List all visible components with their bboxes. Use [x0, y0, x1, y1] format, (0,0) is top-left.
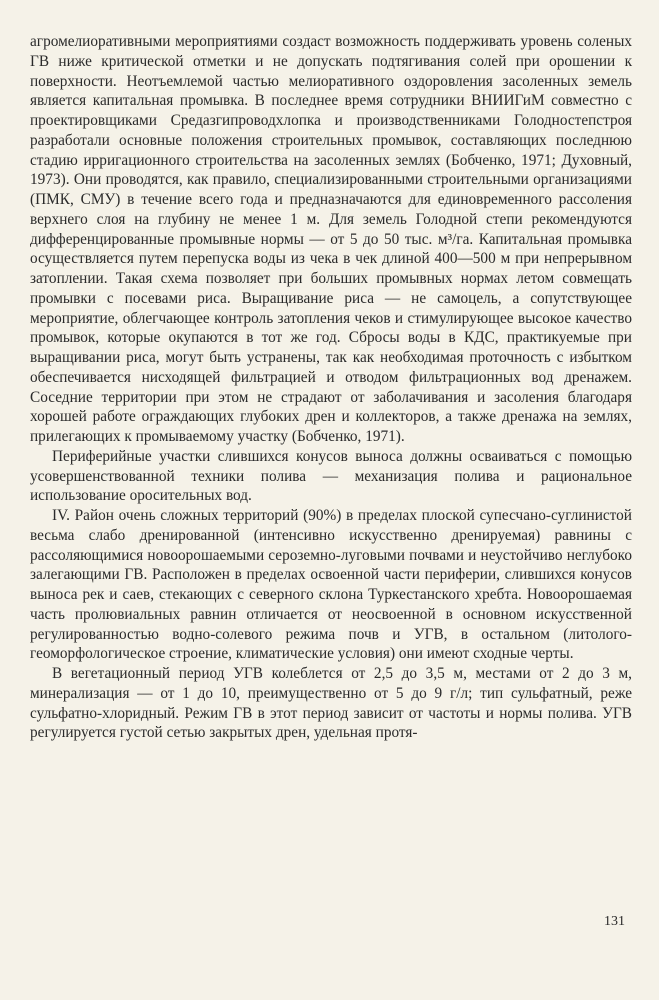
paragraph-3: IV. Район очень сложных территорий (90%) в пределах плоской супесчано-суглинистой весьма слабо дренированной (интенсивно искусственно дренируемая) равнины с рассоляющимися новоорошаемыми сероземно-луговыми почвами и неустойчиво неглубоко залегающими ГВ. Расположен в пределах освоенной части периферии, слившихся конусов выноса рек и саев, стекающих с северного склона Туркестанского хребта. Новоорошаемая часть пролювиальных равнин отличается от неосвоенной в основном искусственной регулированностью водно-солевого режима почв и УГВ, в остальном (литолого-геоморфологическое строение, климатические условия) они имеют сходные черты. [30, 507, 632, 663]
paragraph-2: Периферийные участки слившихся конусов выноса должны осваиваться с помощью усовершенствованной техники полива — механизация полива и рациональное использование оросительных вод. [30, 447, 632, 505]
paragraph-4: В вегетационный период УГВ колеблется от 2,5 до 3,5 м, местами от 2 до 3 м, минерализация — от 1 до 10, преимущественно от 5 до 9 г/л; тип сульфатный, реже сульфатно-хлоридный. Режим ГВ в этот период зависит от частоты и нормы полива. УГВ регулируется густой сетью закрытых дрен, удельная протя- [30, 665, 632, 742]
page-number: 131 [604, 914, 625, 929]
paragraph-1: агромелиоративными мероприятиями создаст возможность поддерживать уровень соленых ГВ ниже критической отметки и не допускать подтягивания солей при орошении к поверхности. Неотъемлемой частью мелиоративного оздоровления засоленных земель является капитальная промывка. В последнее время сотрудники ВНИИГиМ совместно с проектировщиками Средазгипроводхлопка и производственниками Голодностепстроя разработали основные положения строительных промывок, составляющих последнюю стадию ирригационного строительства на засоленных землях (Бобченко, 1971; Духовный, 1973). Они проводятся, как правило, специализированными строительными организациями (ПМК, СМУ) в течение всего года и предназначаются для единовременного рассоления верхнего слоя на глубину не менее 1 м. Для земель Голодной степи рекомендуются дифференцированные промывные нормы — от 5 до 50 тыс. м³/га. Капитальная промывка осуществляется путем перепуска воды из чека в чек длиной 400—500 м при непрерывном затоплении. Такая схема позволяет при больших промывных нормах летом совмещать промывки с посевами риса. Выращивание риса — не самоцель, а сопутствующее мероприятие, облегчающее контроль затопления чеков и стимулирующее высокое качество промывок, которые окупаются в тот же год. Сбросы воды в КДС, практикуемые при выращивании риса, могут быть устранены, так как необходимая проточность с избытком обеспечивается нисходящей фильтрацией и отводом фильтрационных вод дренажем. Соседние территории при этом не страдают от заболачивания и засоления благодаря хорошей работе ограждающих глубоких дрен и коллекторов, а также дренажа на землях, прилегающих к промываемому участку (Бобченко, 1971). [30, 33, 632, 445]
body-text [30, 32, 632, 743]
